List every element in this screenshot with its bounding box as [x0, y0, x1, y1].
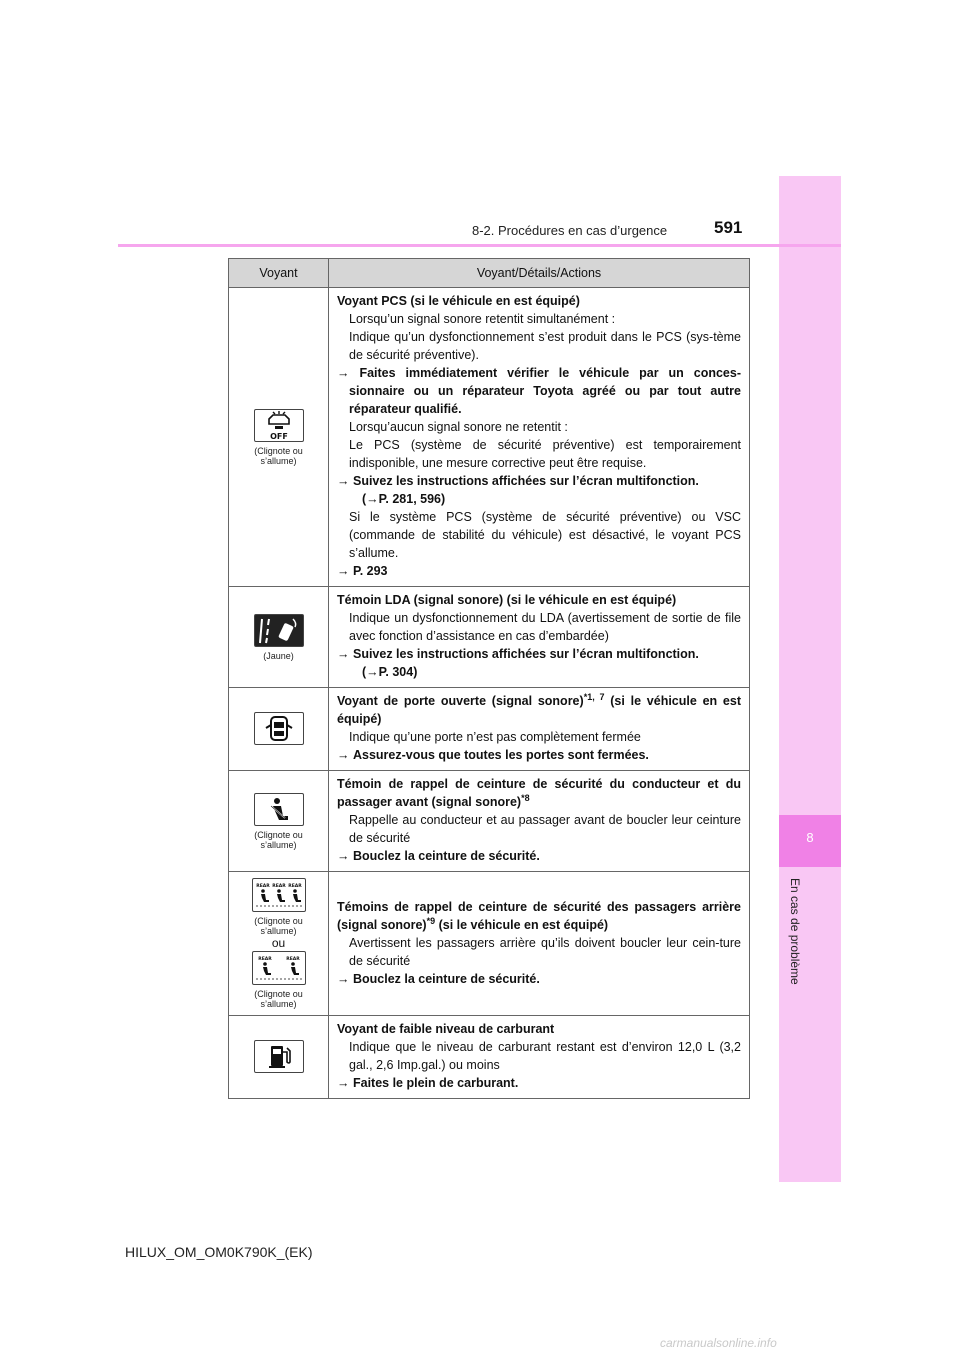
rear-seatbelt-2-icon	[252, 951, 306, 985]
details-cell	[329, 688, 750, 771]
detail-text: Rappelle au conducteur et au passager avant de boucler leur ceinture de sécurité	[349, 813, 741, 845]
indicator-cell	[229, 872, 329, 1016]
detail-text: Indique qu’un dysfonctionnement s’est produit dans le PCS (sys-tème de sécurité préventive).	[349, 330, 741, 362]
lda-icon	[254, 614, 304, 647]
action-text: → Faites immédiatement vérifier le véhicule par un conces-sionnaire ou un réparateur Toyota agréé ou par tout autre réparateur qualifié.	[337, 366, 741, 416]
table-row	[229, 288, 750, 587]
chapter-title: En cas de problème	[788, 878, 802, 985]
column-header-voyant: Voyant	[229, 259, 329, 288]
action-text: → Assurez-vous que toutes les portes sont fermées.	[337, 748, 649, 762]
indicator-cell	[229, 587, 329, 688]
action-text: → Bouclez la ceinture de sécurité.	[337, 849, 540, 863]
table-row	[229, 771, 750, 872]
column-header-details: Voyant/Détails/Actions	[329, 259, 750, 288]
rear-label: REAR	[271, 884, 286, 889]
warning-lights-table	[228, 258, 750, 1099]
page-reference: (→P. 281, 596)	[362, 492, 446, 506]
details-cell	[329, 771, 750, 872]
detail-text: Si le système PCS (système de sécurité préventive) ou VSC (commande de stabilité du véhicule) est désactivé, le voyant PCS s’allume.	[349, 510, 741, 560]
indicator-title: Voyant de faible niveau de carburant	[337, 1022, 555, 1036]
seatbelt-icon	[254, 793, 304, 826]
details-cell	[329, 872, 750, 1016]
fuel-icon	[254, 1040, 304, 1073]
table-row	[229, 1016, 750, 1099]
indicator-cell	[229, 1016, 329, 1099]
page-number: 591	[714, 218, 743, 237]
indicator-caption: (Clignote ou s’allume)	[254, 829, 303, 850]
table-row	[229, 872, 750, 1016]
footnote-ref: *8	[521, 792, 530, 803]
indicator-caption: (Jaune)	[263, 650, 294, 661]
detail-text: Indique qu’une porte n’est pas complètement fermée	[349, 730, 641, 744]
detail-text: Lorsqu’un signal sonore retentit simultanément :	[349, 312, 616, 326]
page-reference: (→P. 304)	[362, 665, 418, 679]
rear-label: REAR	[255, 884, 270, 889]
indicator-caption: (Clignote ou s’allume)	[254, 445, 303, 466]
detail-text: Indique que le niveau de carburant restant est d’environ 12,0 L (3,2 gal., 2,6 Imp.gal.) ou moins	[349, 1040, 741, 1072]
indicator-title: Témoins de rappel de ceinture de sécurité des passagers arrière (signal sonore)$^{*9}$ (si le véhicule en est équipé)	[337, 899, 741, 932]
indicator-cell	[229, 771, 329, 872]
detail-text: Indique un dysfonctionnement du LDA (avertissement de sortie de file avec fonction d’assistance en cas d’embardée)	[349, 611, 741, 643]
chapter-number: 8	[806, 830, 814, 845]
watermark: carmanualsonline.info	[660, 1336, 777, 1350]
detail-text: Avertissent les passagers arrière qu’ils doivent boucler leur cein-ture de sécurité	[349, 935, 741, 968]
rear-label: REAR	[285, 957, 300, 962]
detail-text: Le PCS (système de sécurité préventive) est temporairement indisponible, une mesure corrective peut être requise.	[349, 438, 741, 470]
details-cell	[329, 587, 750, 688]
svg-text:OFF: OFF	[269, 431, 288, 441]
detail-text: Lorsqu’aucun signal sonore ne retentit :	[349, 420, 568, 434]
footnote-ref: *9	[426, 915, 436, 926]
indicator-caption: (Clignote ou s’allume)	[254, 989, 303, 1009]
table-row	[229, 587, 750, 688]
details-cell	[329, 1016, 750, 1099]
page-reference: → P. 293	[337, 564, 388, 578]
indicator-title: Voyant PCS (si le véhicule en est équipé)	[337, 294, 580, 308]
rear-label: REAR	[287, 884, 302, 889]
header-section-title: 8-2. Procédures en cas d’urgence	[472, 223, 668, 238]
table-header-row	[229, 259, 750, 288]
indicator-title: Témoin de rappel de ceinture de sécurité du conducteur et du passager avant (signal sonore)$^{*8}$	[337, 777, 741, 809]
action-text: → Faites le plein de carburant.	[337, 1076, 519, 1090]
table-row	[229, 688, 750, 771]
action-text: → Suivez les instructions affichées sur l’écran multifonction.	[337, 474, 699, 488]
indicator-cell	[229, 288, 329, 587]
footnote-ref: *1, 7	[583, 691, 605, 702]
pcs-off-icon	[254, 409, 304, 442]
indicator-title: Témoin LDA (signal sonore) (si le véhicule en est équipé)	[337, 593, 677, 607]
or-separator: ou	[271, 936, 286, 950]
document-id: HILUX_OM_OM0K790K_(EK)	[125, 1244, 313, 1260]
door-open-icon	[254, 712, 304, 745]
action-text: → Suivez les instructions affichées sur l’écran multifonction.	[337, 647, 699, 661]
header-rule	[118, 244, 841, 247]
rear-label: REAR	[257, 957, 272, 962]
rear-seatbelt-3-icon	[252, 878, 306, 912]
indicator-cell	[229, 688, 329, 771]
action-text: → Bouclez la ceinture de sécurité.	[337, 971, 540, 986]
indicator-title: Voyant de porte ouverte (signal sonore)$^{*1, 7}$ (si le véhicule en est équipé)	[337, 691, 742, 726]
indicator-caption: (Clignote ou s’allume)	[254, 916, 303, 936]
details-cell	[329, 288, 750, 587]
